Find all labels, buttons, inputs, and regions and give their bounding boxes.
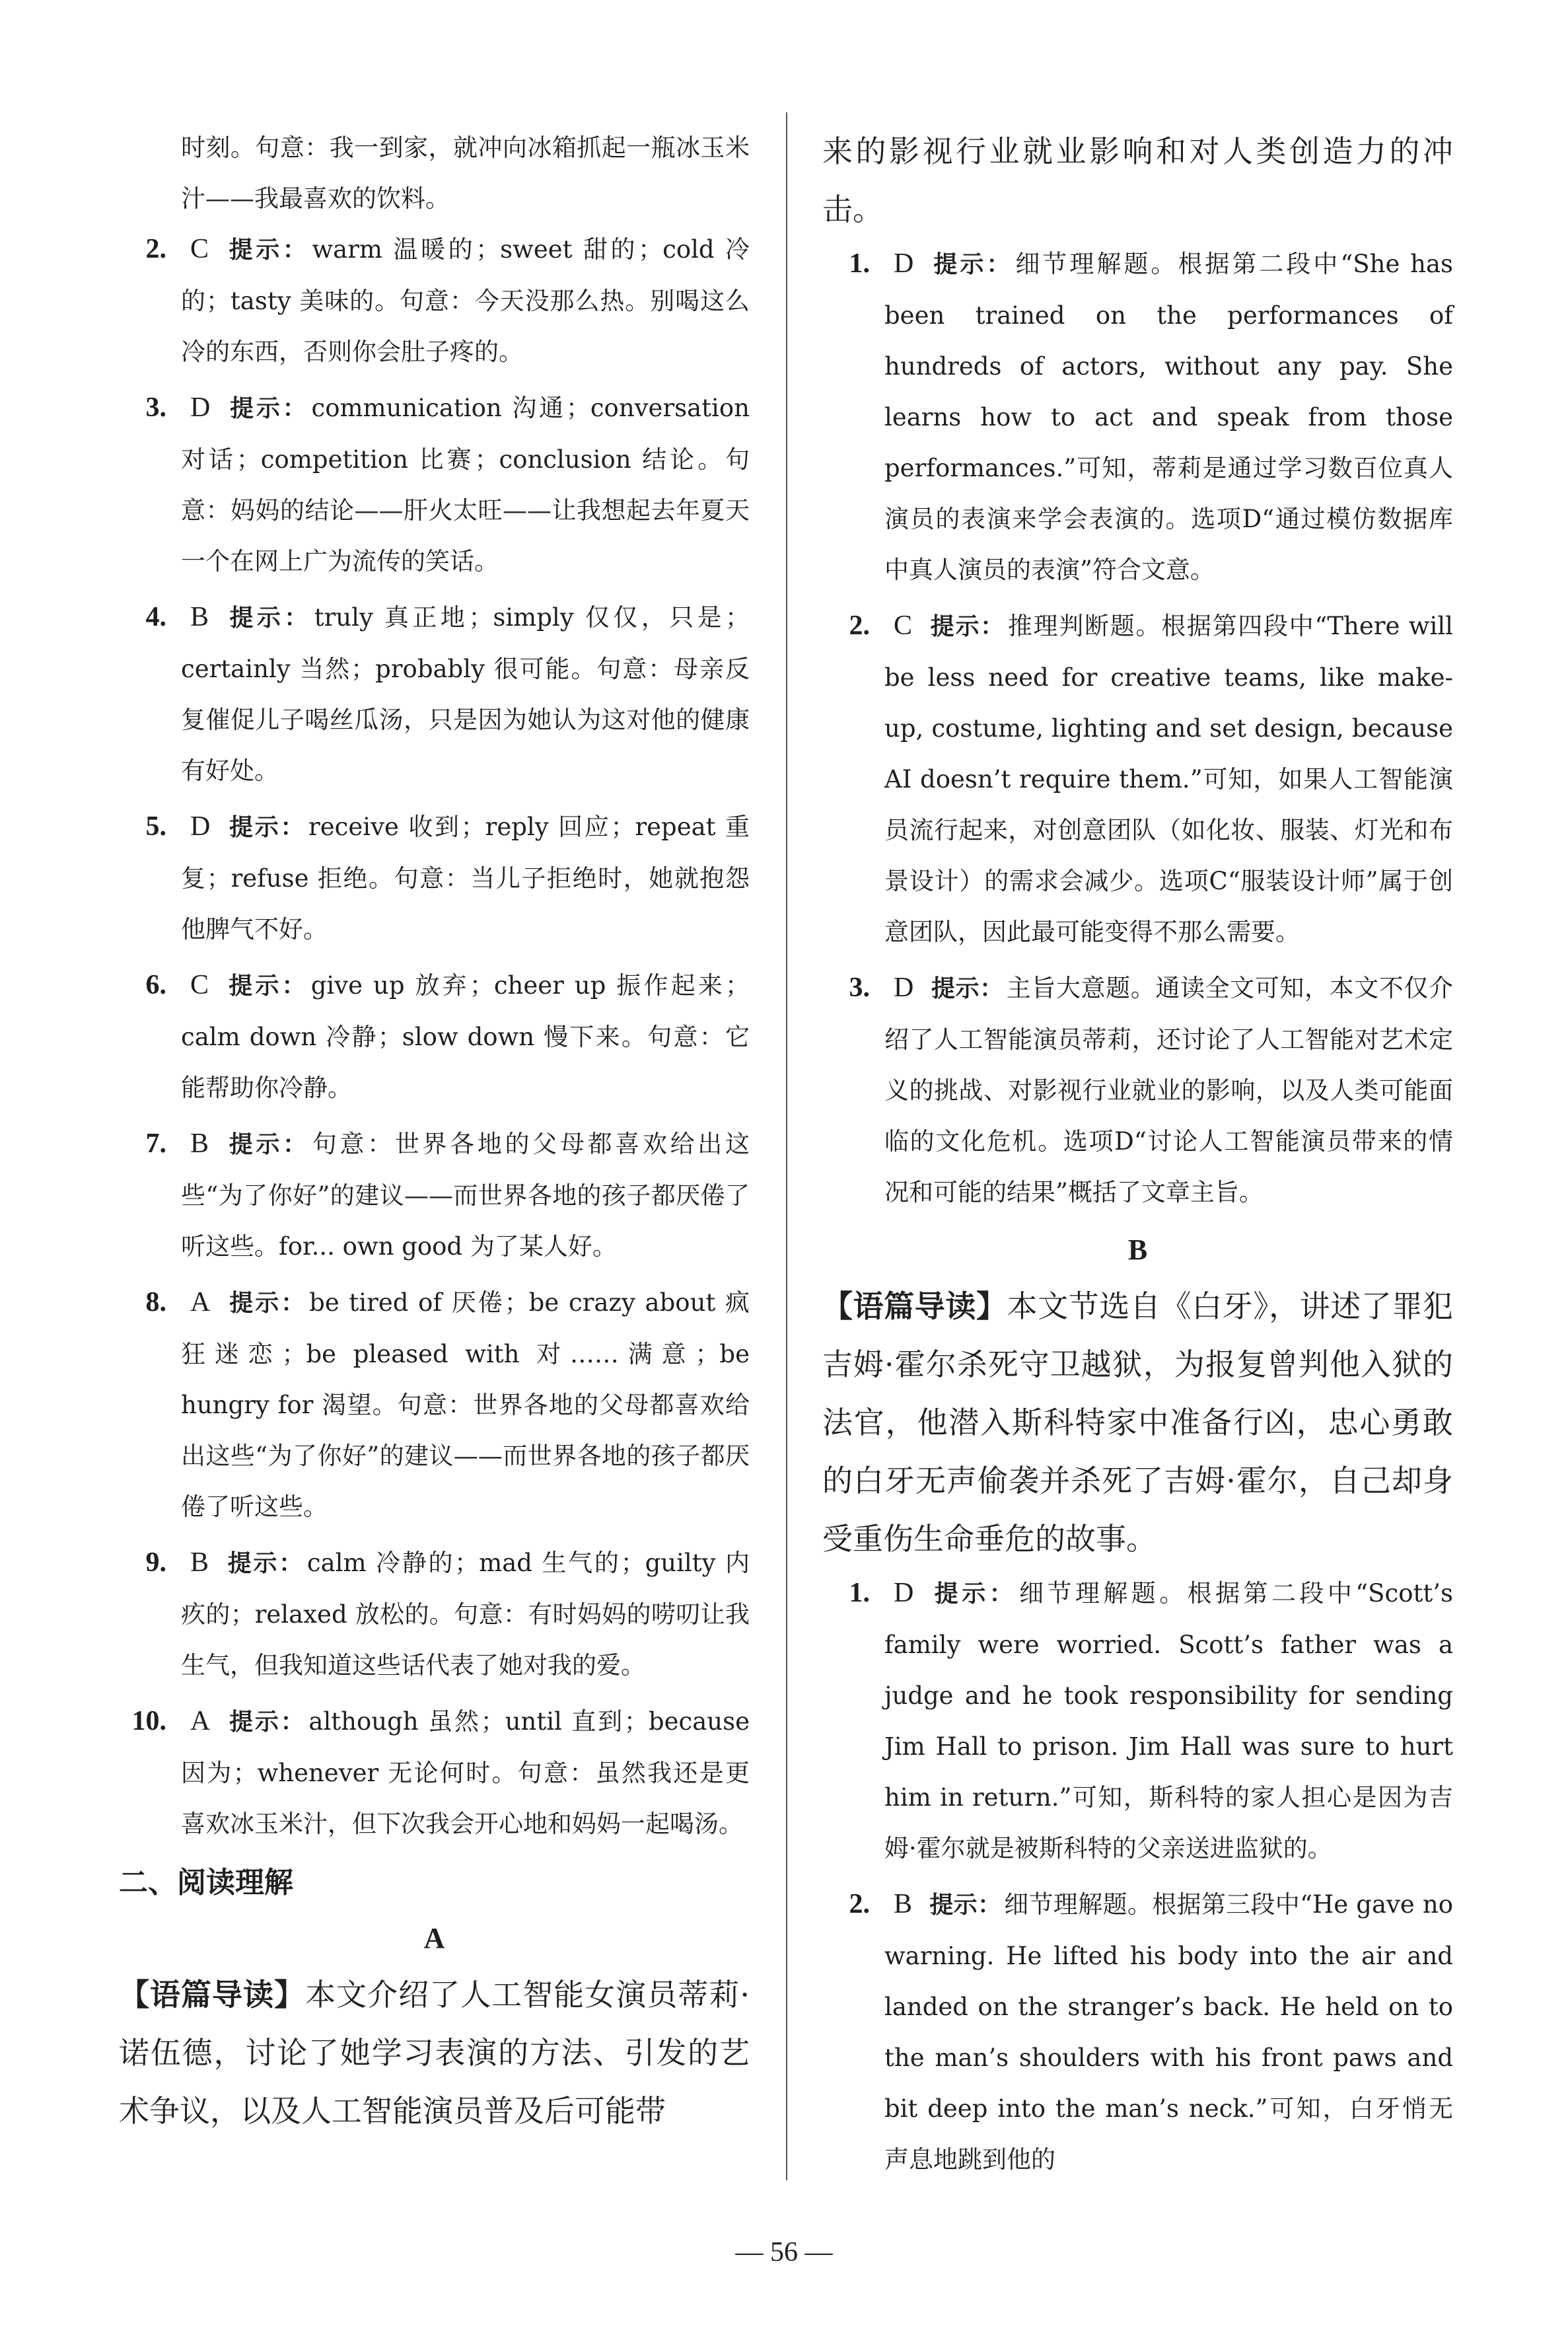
hint-label: 提示：	[929, 1892, 1002, 1919]
item-number: 9.	[145, 1547, 166, 1578]
continued-answer-text: 时刻。句意：我一到家，就冲向冰箱抓起一瓶冰玉米汁——我最喜欢的饮料。	[181, 133, 750, 213]
item-number: 1.	[849, 248, 870, 279]
hint-text: communication 沟通；conversation 对话；competition 比赛；conclusion 结论。句意：妈妈的结论——肝火太旺——让我想起去年夏天一个在网上广为流传的笑话。	[181, 394, 750, 575]
hint-text: be tired of 厌倦；be crazy about 疯狂迷恋；be pleased with 对……满意；be hungry for 渴望。句意：世界各地的父母都喜欢给出这些“为了你好”的建议——而世界各地的孩子都厌倦了听这些。	[181, 1288, 750, 1521]
answer-list-left	[119, 224, 750, 1849]
passage-guide-a	[119, 1966, 750, 2140]
item-number: 5.	[145, 811, 166, 842]
answer-item	[822, 239, 1453, 595]
hint-label: 提示：	[226, 973, 308, 1000]
item-number: 2.	[145, 234, 166, 264]
answer-item	[119, 1696, 750, 1849]
answer-letter: D	[894, 248, 914, 279]
guide-tag: 【语篇导读】	[119, 1977, 306, 2012]
guide-tag: 【语篇导读】	[822, 1288, 1007, 1324]
answer-letter: A	[190, 1706, 211, 1736]
answer-item	[119, 383, 750, 587]
hint-label: 提示：	[227, 1709, 306, 1736]
answer-item	[822, 963, 1453, 1218]
answer-list-a	[822, 239, 1453, 1218]
page-number: — 56 —	[735, 2237, 833, 2268]
section-heading: 二、阅读理解	[119, 1866, 293, 1900]
answer-item	[822, 1879, 1453, 2185]
answer-letter: C	[894, 610, 913, 641]
item-number: 10.	[131, 1706, 166, 1736]
hint-text: 细节理解题。根据第二段中“Scott’s family were worried. Scott’s father was a judge and he took responsibility for sending Jim Hall to prison. Jim Hall was sure to hurt him in return.”可知，斯科特的家人担心是因为吉姆·霍尔就是被斯科特的父亲送进监狱的。	[884, 1579, 1453, 1863]
hint-text: receive 收到；reply 回应；repeat 重复；refuse 拒绝。句意：当儿子拒绝时，她就抱怨他脾气不好。	[181, 813, 750, 943]
column-divider	[786, 112, 787, 2180]
answer-letter: B	[190, 1128, 209, 1159]
hint-label: 提示：	[226, 237, 310, 264]
hint-text: 细节理解题。根据第三段中“He gave no warning. He lifted his body into the air and landed on the stranger’s back. He held on to the man’s shoulders with his front paws and bit deep into the man’s neck.”可知，白牙悄无声息地跳到他的	[884, 1890, 1453, 2174]
answer-item	[119, 960, 750, 1113]
item-number: 2.	[849, 610, 870, 641]
hint-label: 提示：	[931, 1580, 1017, 1607]
hint-label: 提示：	[929, 613, 1005, 640]
passage-label-a: A	[423, 1922, 445, 1954]
hint-text: warm 温暖的；sweet 甜的；cold 冷的；tasty 美味的。句意：今天没那么热。别喝这么冷的东西，否则你会肚子疼的。	[181, 235, 750, 366]
hint-label: 提示：	[931, 251, 1013, 278]
answer-letter: B	[894, 1889, 913, 1919]
hint-text: 主旨大意题。通读全文可知，本文不仅介绍了人工智能演员蒂莉，还讨论了人工智能对艺术定义的挑战、对影视行业就业的影响，以及人类可能面临的文化危机。选项D“讨论人工智能演员带来的情况和可能的结果”概括了文章主旨。	[884, 974, 1453, 1206]
passage-guide-a-continued: 来的影视行业就业影响和对人类创造力的冲击。	[822, 133, 1453, 227]
answer-item	[119, 1537, 750, 1691]
passage-guide-b	[822, 1277, 1453, 1568]
hint-label: 提示：	[226, 605, 312, 632]
right-column	[822, 122, 1453, 2190]
passage-label-b: B	[1127, 1234, 1148, 1266]
guide-text: 本文介绍了人工智能女演员蒂莉·诺伍德，讨论了她学习表演的方法、引发的艺术争议，以及人工智能演员普及后可能带	[119, 1977, 750, 2129]
hint-label: 提示：	[227, 395, 309, 422]
hint-text: calm 冷静的；mad 生气的；guilty 内疚的；relaxed 放松的。句意：有时妈妈的唠叨让我生气，但我知道这些话代表了她对我的爱。	[181, 1549, 750, 1679]
answer-item	[822, 1568, 1453, 1874]
hint-text: although 虽然；until 直到；because 因为；whenever 无论何时。句意：虽然我还是更喜欢冰玉米汁，但下次我会开心地和妈妈一起喝汤。	[181, 1707, 750, 1838]
answer-item	[119, 224, 750, 377]
hint-label: 提示：	[227, 1290, 307, 1317]
item-number: 7.	[145, 1128, 166, 1159]
answer-item	[822, 601, 1453, 957]
answer-letter: B	[190, 1547, 209, 1578]
answer-item	[119, 592, 750, 796]
hint-label: 提示：	[226, 1550, 304, 1577]
guide-text: 本文节选自《白牙》，讲述了罪犯吉姆·霍尔杀死守卫越狱，为报复曾判他入狱的法官，他潜入斯科特家中准备行凶，忠心勇敢的白牙无声偷袭并杀死了吉姆·霍尔，自己却身受重伤生命垂危的故事。	[822, 1288, 1454, 1557]
item-number: 4.	[145, 602, 166, 632]
hint-text: 推理判断题。根据第四段中“There will be less need for creative teams, like make-up, costume, lighting and set design, because AI doesn’t require them.”可知，如果人工智能演员流行起来，对创意团队（如化妆、服装、灯光和布景设计）的需求会减少。选项C“服装设计师”属于创意团队，因此最可能变得不那么需要。	[884, 612, 1453, 946]
hint-label: 提示：	[227, 814, 306, 841]
answer-letter: A	[190, 1287, 211, 1317]
hint-label: 提示：	[931, 975, 1004, 1002]
left-column	[119, 122, 750, 2140]
answer-letter: D	[894, 1578, 914, 1608]
hint-text: truly 真正地；simply 仅仅，只是；certainly 当然；probably 很可能。句意：母亲反复催促儿子喝丝瓜汤，只是因为她认为这对他的健康有好处。	[181, 603, 750, 785]
hint-label: 提示：	[226, 1131, 310, 1158]
item-number: 8.	[145, 1287, 166, 1317]
item-number: 2.	[849, 1889, 870, 1919]
item-number: 6.	[145, 970, 166, 1000]
answer-item	[119, 1119, 750, 1272]
answer-item	[119, 1277, 750, 1532]
answer-list-b	[822, 1568, 1453, 2185]
answer-letter: D	[190, 392, 211, 423]
answer-letter: C	[190, 970, 209, 1000]
item-number: 3.	[145, 392, 166, 423]
hint-text: give up 放弃；cheer up 振作起来；calm down 冷静；slow down 慢下来。句意：它能帮助你冷静。	[181, 971, 750, 1102]
answer-letter: B	[190, 602, 209, 632]
answer-letter: C	[190, 234, 209, 264]
item-number: 1.	[849, 1578, 870, 1608]
answer-item	[119, 801, 750, 955]
item-number: 3.	[849, 973, 870, 1003]
answer-letter: D	[894, 973, 914, 1003]
hint-text: 细节理解题。根据第二段中“She has been trained on the performances of hundreds of actors, without any pay. She learns how to act and speak from those performances.”可知，蒂莉是通过学习数百位真人演员的表演来学会表演的。选项D“通过模仿数据库中真人演员的表演”符合文意。	[884, 250, 1453, 584]
hint-text: 句意：世界各地的父母都喜欢给出这些“为了你好”的建议——而世界各地的孩子都厌倦了听这些。for... own good 为了某人好。	[181, 1130, 750, 1261]
answer-letter: D	[190, 811, 211, 842]
